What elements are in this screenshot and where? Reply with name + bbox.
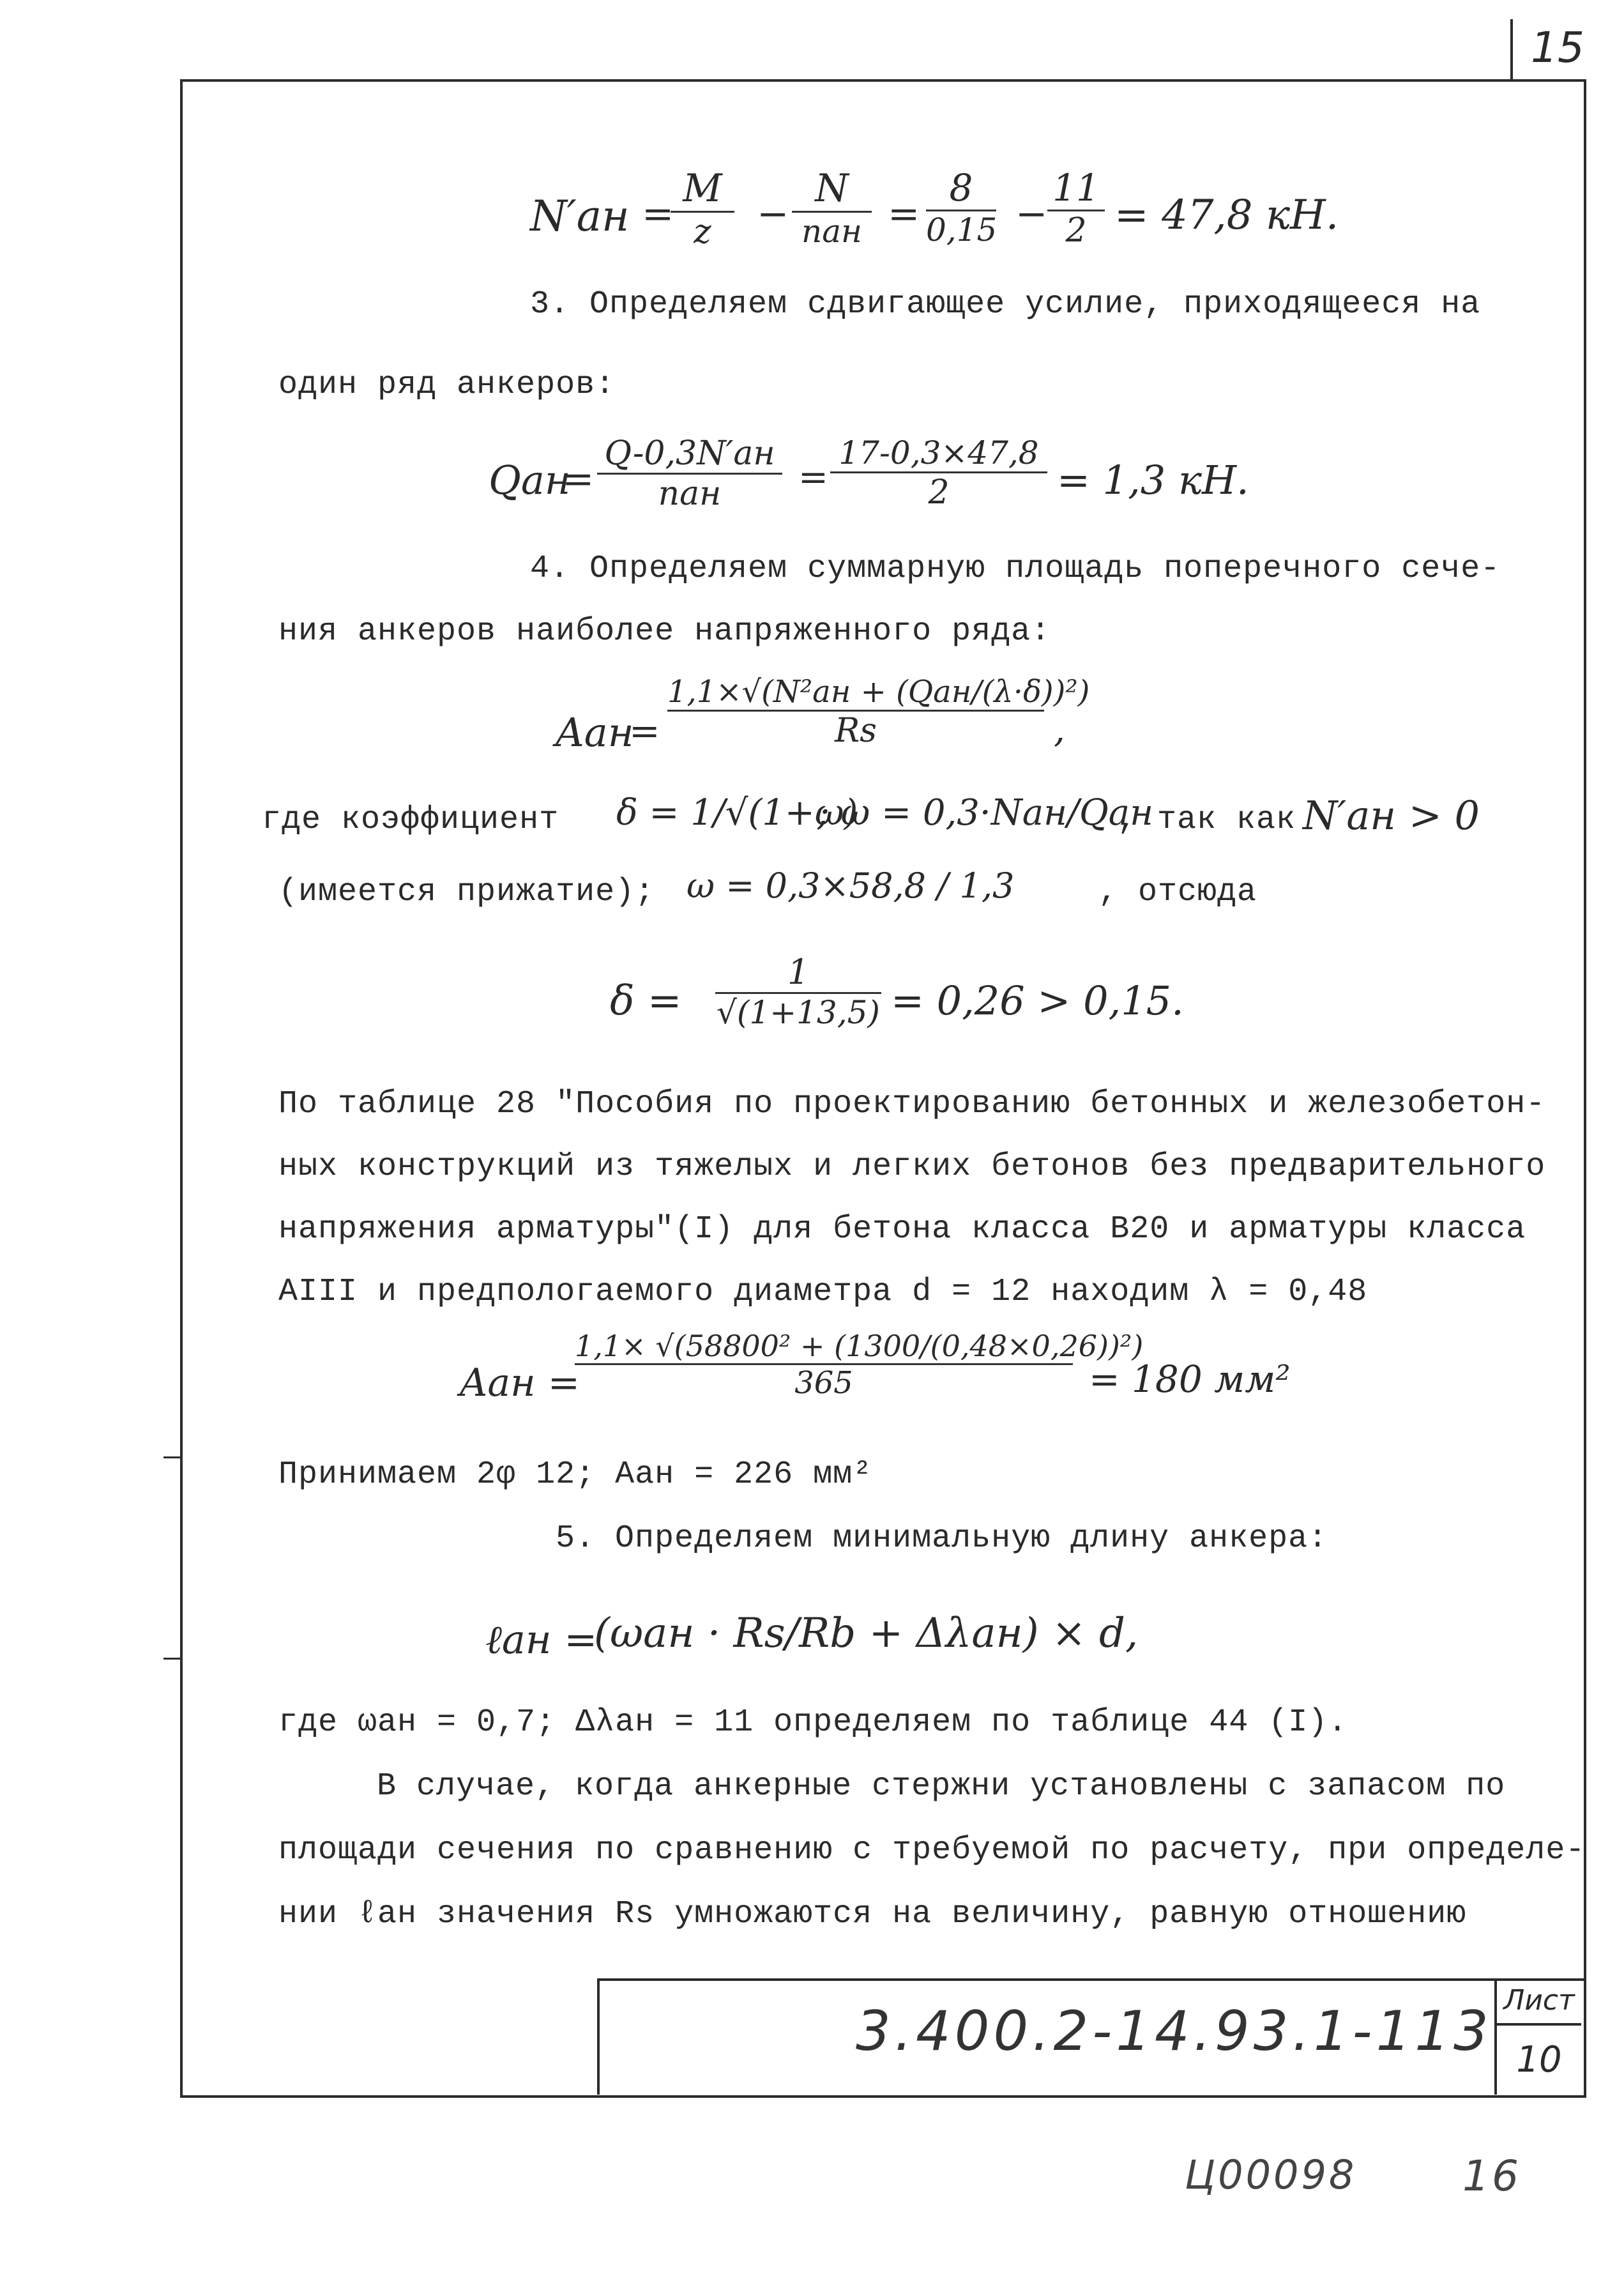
equals-sign: = (798, 457, 828, 498)
fraction-numerator: 1,1×√(N²ан + (Qан/(λ·δ))²) (667, 674, 1090, 710)
fraction-numerator: M (683, 166, 722, 211)
fraction-denominator: z (694, 213, 711, 251)
paragraph-line: По таблице 28 "Пособия по проектированию бетонных и железобетон- (278, 1086, 1546, 1122)
fraction-numerator: 17-0,3×47,8 (839, 434, 1039, 471)
fraction-numerator: 1 (787, 952, 810, 992)
formula-6-body: (ωан · Rs/Rb + Δλан) × d, (594, 1610, 1139, 1657)
fraction-11-2 (1047, 166, 1105, 250)
where-mid: , так как (1118, 802, 1296, 838)
formula-6-lhs: ℓан = (485, 1616, 598, 1663)
press-suffix: , отсюда (1098, 874, 1257, 910)
fraction-17-2 (830, 434, 1047, 512)
equals-sign: = (888, 192, 920, 236)
step4-line1: 4. Определяем суммарную площадь поперечного сече- (530, 551, 1501, 587)
archive-code: Ц00098 (1185, 2151, 1357, 2198)
fraction-numerator: 8 (949, 166, 973, 210)
paragraph-line: нии ℓан значения Rs умножаются на величину, равную отношению (278, 1896, 1467, 1932)
corner-page-number: 15 (1510, 19, 1581, 79)
formula-1-result: = 47,8 кН. (1114, 192, 1339, 239)
step4-line2: ния анкеров наиболее напряженного ряда: (278, 613, 1051, 650)
paragraph-line: напряжения арматуры"(I) для бетона класса В20 и арматуры класса (278, 1211, 1526, 1248)
minus-sign: − (757, 192, 789, 236)
formula-2-result: = 1,3 кН. (1057, 457, 1249, 503)
equals-sign: = (562, 457, 595, 501)
fraction-denominator: 2 (928, 473, 950, 512)
margin-tick (163, 1658, 180, 1660)
fraction-denominator: 2 (1065, 211, 1087, 250)
fraction-area-calc (575, 1329, 1144, 1401)
omega-value: ω = 0,3×58,8 / 1,3 (687, 866, 1015, 906)
fraction-denominator: nан (658, 475, 722, 513)
press-prefix: (имеется прижатие); (278, 874, 655, 910)
fraction-denominator: √(1+13,5) (717, 994, 880, 1031)
formula-5-result: = 180 мм² (1089, 1357, 1291, 1401)
equals-sign: = (642, 192, 674, 236)
fraction-denominator: Rs (835, 712, 877, 750)
paragraph-line: АIII и предпологаемого диаметра d = 12 находим λ = 0,48 (278, 1274, 1368, 1310)
fraction-q-nan (597, 434, 782, 513)
fraction-denominator: 0,15 (926, 211, 998, 248)
fraction-numerator: Q-0,3N′ан (604, 434, 775, 473)
formula-3-comma: , (1054, 709, 1065, 751)
fraction-denominator: 365 (794, 1365, 853, 1401)
delta-expression: δ = 1/√(1+ω) (616, 792, 858, 834)
sheet-cell (1494, 1978, 1581, 2095)
formula-3-lhs: Aан (556, 709, 634, 756)
step3-line2: один ряд анкеров: (278, 367, 616, 403)
step3-line1: 3. Определяем сдвигающее усилие, приходящееся на (530, 286, 1481, 323)
condition-expression: N′ан > 0 (1303, 792, 1480, 839)
title-block-top-border (597, 1978, 1584, 1981)
step5-line: 5. Определяем минимальную длину анкера: (556, 1520, 1328, 1557)
document-number: 3.400.2-14.93.1-113 (856, 1999, 1492, 2063)
formula-4-result: = 0,26 > 0,15. (891, 977, 1184, 1024)
paragraph-line: площади сечения по сравнению с требуемой по расчету, при определе- (278, 1832, 1586, 1868)
sheet-label: Лист (1497, 1978, 1581, 2026)
paragraph-line: В случае, когда анкерные стержни установлены с запасом по (377, 1768, 1506, 1805)
where-prefix: где коэффициент (262, 802, 559, 838)
fraction-n-nan (792, 166, 872, 250)
sheet-number: 10 (1516, 2039, 1562, 2081)
title-block-left-border (597, 1978, 600, 2095)
margin-tick (163, 1456, 180, 1458)
fraction-delta (715, 952, 881, 1031)
formula-5-lhs: Aан = (460, 1361, 580, 1405)
fraction-denominator: nан (801, 213, 862, 250)
omega-expression: ; ω = 0,3·Nан/Qан (817, 792, 1154, 834)
formula-4-lhs: δ = (610, 977, 682, 1025)
minus-sign: − (1015, 192, 1048, 236)
fraction-m-z (671, 166, 734, 251)
formula-2-lhs: Qан (489, 457, 571, 503)
equals-sign: = (629, 709, 660, 753)
fraction-numerator: 1,1× √(58800² + (1300/(0,48×0,26))²) (575, 1329, 1144, 1363)
formula-1-lhs: N′ан (530, 192, 630, 241)
fraction-8-015 (926, 166, 996, 248)
accept-line: Принимаем 2φ 12; Aан = 226 мм² (278, 1456, 873, 1493)
fraction-area (667, 674, 1090, 750)
footer-page-number: 16 (1462, 2151, 1521, 2201)
fraction-numerator: 11 (1052, 166, 1100, 210)
paragraph-line: ных конструкций из тяжелых и легких бетонов без предварительного (278, 1149, 1546, 1185)
fraction-numerator: N (815, 166, 849, 211)
where2-line: где ωан = 0,7; Δλан = 11 определяем по таблице 44 (I). (278, 1704, 1348, 1741)
